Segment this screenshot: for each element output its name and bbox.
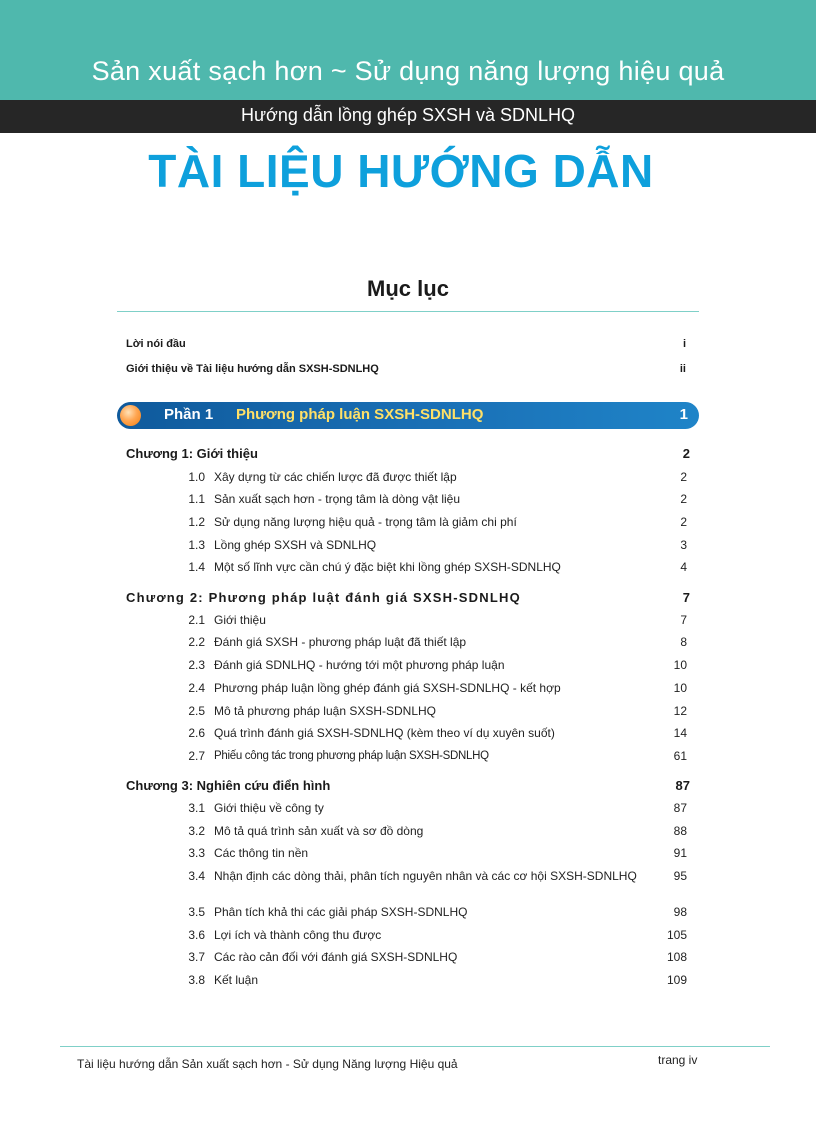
toc-front-title: Giới thiệu về Tài liệu hướng dẫn SXSH-SDNLHQ: [126, 363, 379, 375]
section-number: 3.3: [188, 846, 205, 860]
toc-page-number: 4: [680, 560, 687, 574]
toc-chapter[interactable]: [126, 778, 690, 793]
toc-page-number: 10: [673, 658, 687, 672]
section-title: Giới thiệu: [214, 613, 266, 627]
document-title: TÀI LIỆU HƯỚNG DẪN: [148, 145, 654, 197]
section-title: Mô tả quá trình sản xuất và sơ đồ dòng: [214, 824, 424, 838]
toc-page-number: 8: [680, 635, 687, 649]
section-number: 2.5: [188, 704, 205, 718]
chapter-title: Chương 3: Nghiên cứu điển hình: [126, 778, 331, 793]
toc-divider: [117, 311, 699, 312]
toc-page-number: 14: [673, 726, 687, 740]
section-number: 2.7: [188, 749, 205, 763]
section-title: Đánh giá SXSH - phương pháp luật đã thiết lập: [214, 635, 467, 649]
series-title: Sản xuất sạch hơn ~ Sử dụng năng lượng hiệu quả: [91, 56, 725, 86]
toc-chapter[interactable]: [126, 590, 690, 605]
toc-front-entry[interactable]: [126, 338, 686, 350]
toc-page-number: 95: [673, 869, 687, 883]
section-number: 3.7: [188, 950, 205, 964]
toc-page-number: 98: [673, 905, 687, 919]
section-title: Đánh giá SDNLHQ - hướng tới một phương pháp luận: [214, 658, 505, 672]
toc-page-number: 10: [673, 681, 687, 695]
section-number: 1.2: [188, 515, 205, 529]
toc-front-entry[interactable]: [126, 363, 686, 375]
toc-page-number: 3: [680, 538, 687, 552]
section-title: Phương pháp luận lồng ghép đánh giá SXSH-SDNLHQ - kết hợp: [214, 681, 561, 695]
toc-front-title: Lời nói đầu: [126, 338, 186, 350]
toc-page-number: 109: [666, 973, 687, 987]
toc-page-number: 88: [673, 824, 687, 838]
toc-page-number: 2: [680, 515, 687, 529]
section-title: Phân tích khả thi các giải pháp SXSH-SDNLHQ: [214, 905, 468, 919]
section-title: Quá trình đánh giá SXSH-SDNLHQ (kèm theo ví dụ xuyên suốt): [214, 726, 555, 740]
toc-page-number: 2: [682, 446, 690, 461]
section-title: Xây dựng từ các chiến lược đã được thiết lập: [214, 470, 457, 484]
section-title: Giới thiệu về công ty: [214, 801, 324, 815]
toc-page-number: 87: [675, 778, 690, 793]
section-number: 1.3: [188, 538, 205, 552]
toc-page-number: 7: [682, 590, 690, 605]
toc-heading: Mục lục: [367, 276, 449, 301]
section-title: Nhận định các dòng thải, phân tích nguyên nhân và các cơ hội SXSH-SDNLHQ: [214, 869, 637, 883]
section-number: 2.3: [188, 658, 205, 672]
toc-page-number: 12: [673, 704, 687, 718]
toc-page-number: 91: [673, 846, 687, 860]
footer-text: Tài liệu hướng dẫn Sản xuất sạch hơn - Sử dụng Năng lượng Hiệu quả: [77, 1057, 458, 1071]
chapter-title: Chương 2: Phương pháp luật đánh giá SXSH-SDNLHQ: [126, 590, 521, 605]
toc-page-number: 7: [680, 613, 687, 627]
part-label: Phần 1: [164, 406, 214, 423]
footer-page-label: trang iv: [658, 1053, 698, 1067]
section-number: 3.5: [188, 905, 205, 919]
section-title: Sử dụng năng lượng hiệu quả - trọng tâm là giảm chi phí: [214, 515, 517, 529]
section-number: 2.2: [188, 635, 205, 649]
section-number: 3.2: [188, 824, 205, 838]
footer-divider: [60, 1046, 770, 1047]
section-number: 2.1: [188, 613, 205, 627]
section-title: Các rào cản đối với đánh giá SXSH-SDNLHQ: [214, 950, 458, 964]
toc-page-number: 105: [666, 928, 687, 942]
section-number: 3.8: [188, 973, 205, 987]
section-title: Kết luận: [214, 973, 259, 987]
toc-chapter[interactable]: [126, 446, 690, 461]
part-title: Phương pháp luận SXSH-SDNLHQ: [236, 406, 484, 423]
section-number: 2.4: [188, 681, 205, 695]
section-number: 1.1: [188, 492, 205, 506]
section-number: 2.6: [188, 726, 205, 740]
section-title: Lợi ích và thành công thu được: [214, 928, 382, 942]
toc-page-number: ii: [679, 363, 686, 375]
orange-bullet-icon: [120, 405, 141, 426]
chapter-title: Chương 1: Giới thiệu: [126, 446, 258, 461]
toc-page-number: 108: [666, 950, 687, 964]
section-number: 1.4: [188, 560, 205, 574]
part-page-number: 1: [679, 406, 688, 423]
section-title: Một số lĩnh vực cần chú ý đặc biệt khi lồng ghép SXSH-SDNLHQ: [214, 560, 561, 574]
section-number: 3.1: [188, 801, 205, 815]
toc-page-number: 2: [680, 470, 687, 484]
section-number: 1.0: [188, 470, 205, 484]
toc-page-number: 2: [680, 492, 687, 506]
subtitle: Hướng dẫn lồng ghép SXSH và SDNLHQ: [240, 105, 576, 125]
section-title: Các thông tin nền: [214, 846, 309, 860]
section-title: Sản xuất sạch hơn - trọng tâm là dòng vật liệu: [214, 492, 461, 506]
section-number: 3.6: [188, 928, 205, 942]
section-title: Lồng ghép SXSH và SDNLHQ: [214, 538, 377, 552]
section-title: Phiếu công tác trong phương pháp luận SXSH-SDNLHQ: [214, 750, 489, 762]
section-number: 3.4: [188, 869, 205, 883]
toc-page-number: 61: [673, 749, 687, 763]
section-title: Mô tả phương pháp luận SXSH-SDNLHQ: [214, 704, 437, 718]
toc-page-number: i: [682, 338, 686, 350]
toc-page-number: 87: [673, 801, 687, 815]
